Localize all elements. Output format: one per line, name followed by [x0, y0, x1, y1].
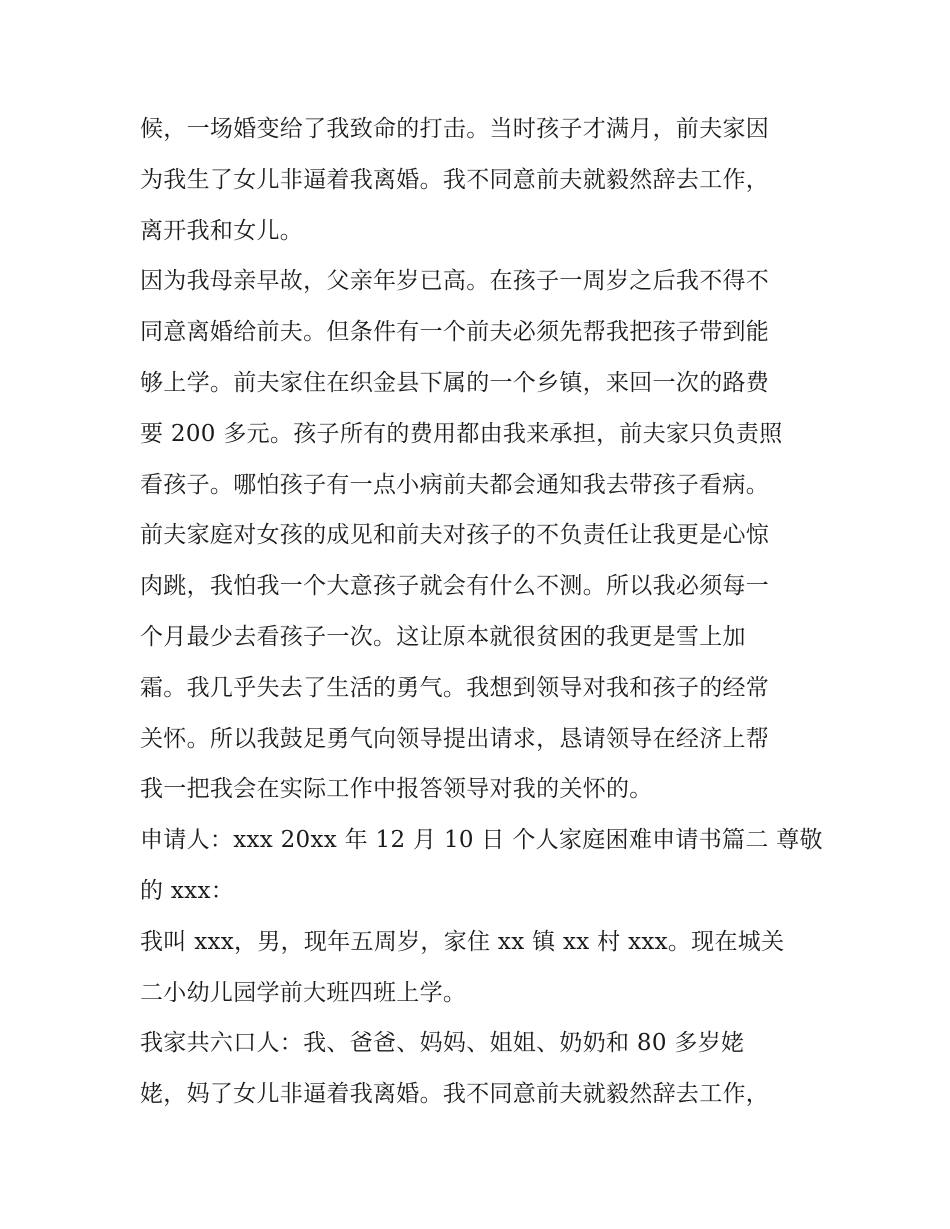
text-line: 要 200 多元。孩子所有的费用都由我来承担，前夫家只负责照: [140, 420, 783, 447]
text-line: 看孩子。哪怕孩子有一点小病前夫都会通知我去带孩子看病。: [140, 471, 770, 498]
signature-line: 申请人：xxx 20xx 年 12 月 10 日 个人家庭困难申请书篇二 尊敬: [140, 827, 823, 854]
text-line: 离开我和女儿。: [140, 217, 304, 244]
text-line: 霜。我几乎失去了生活的勇气。我想到领导对我和孩子的经常: [140, 674, 770, 701]
text-line: 为我生了女儿非逼着我离婚。我不同意前夫就毅然辞去工作，: [140, 166, 770, 193]
text-line: 我家共六口人：我、爸爸、妈妈、姐姐、奶奶和 80 多岁姥: [140, 1030, 745, 1057]
text-line: 我一把我会在实际工作中报答领导对我的关怀的。: [140, 776, 653, 803]
text-line: 二小幼儿园学前大班四班上学。: [140, 979, 467, 1006]
text-line: 肉跳，我怕我一个大意孩子就会有什么不测。所以我必须每一: [140, 573, 770, 600]
text-line: 的 xxx：: [140, 877, 235, 904]
text-line: 够上学。前夫家住在织金县下属的一个乡镇，来回一次的路费: [140, 369, 770, 396]
text-line: 候，一场婚变给了我致命的打击。当时孩子才满月，前夫家因: [140, 116, 770, 142]
text-line: 姥，妈了女儿非逼着我离婚。我不同意前夫就毅然辞去工作，: [140, 1081, 770, 1108]
text-line: 因为我母亲早故，父亲年岁已高。在孩子一周岁之后我不得不: [140, 268, 770, 295]
text-line: 前夫家庭对女孩的成见和前夫对孩子的不负责任让我更是心惊: [140, 522, 770, 549]
text-line: 同意离婚给前夫。但条件有一个前夫必须先帮我把孩子带到能: [140, 319, 770, 346]
document-body: [140, 104, 823, 1120]
text-line: 关怀。所以我鼓足勇气向领导提出请求，恳请领导在经济上帮: [140, 725, 770, 752]
text-line: 我叫 xxx，男，现年五周岁，家住 xx 镇 xx 村 xxx。现在城关: [140, 928, 785, 955]
text-line: 个月最少去看孩子一次。这让原本就很贫困的我更是雪上加: [140, 623, 746, 650]
